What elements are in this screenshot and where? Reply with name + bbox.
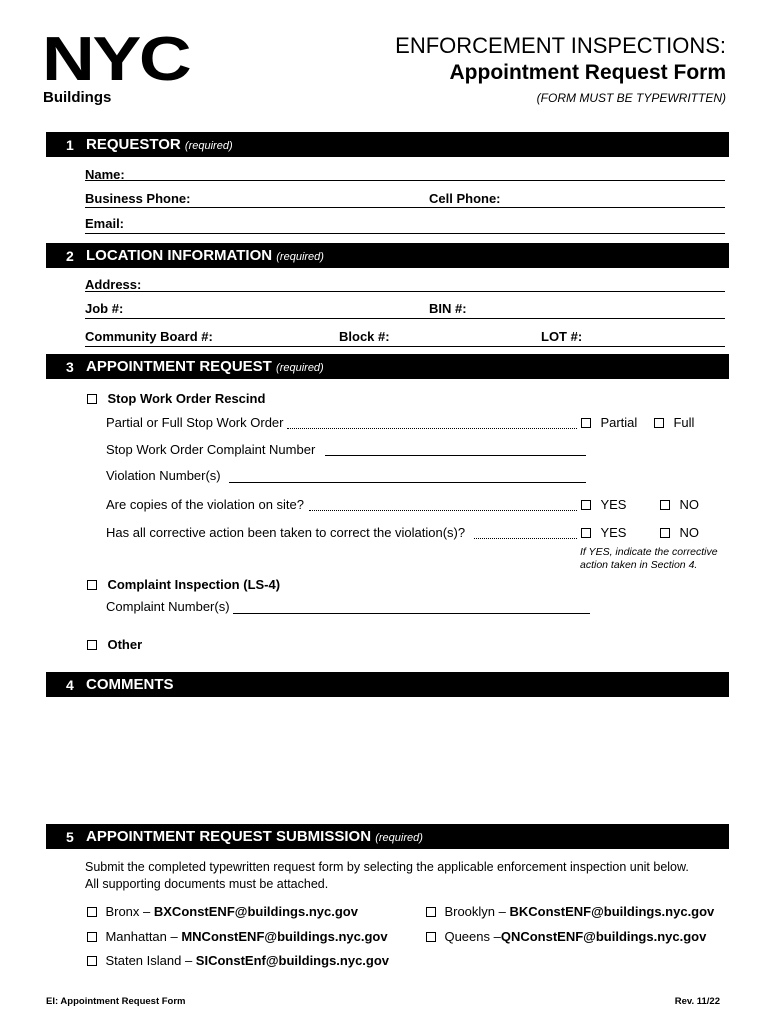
no-label: NO [679,525,699,540]
address-label: Address: [85,277,142,292]
brooklyn-label: Brooklyn – [444,904,510,919]
complaint-inspection-option[interactable] [87,576,280,594]
brooklyn-email[interactable]: BKConstENF@buildings.nyc.gov [509,904,715,919]
board-block-lot-field[interactable] [85,346,725,347]
section-3-header [46,354,729,379]
leader-dots [474,538,577,539]
complaint-numbers-label: Complaint Number(s) [106,599,230,614]
staten-island-email[interactable]: SIConstEnf@buildings.nyc.gov [195,953,390,968]
footer-form-name: EI: Appointment Request Form [46,996,186,1007]
checkbox-icon[interactable] [426,932,436,942]
logo-subtitle: Buildings [43,89,112,106]
form-title-line1: ENFORCEMENT INSPECTIONS: [395,33,726,58]
manhattan-label: Manhattan – [105,929,182,944]
section-title: APPOINTMENT REQUEST SUBMISSION (required) [86,828,423,845]
no-label: NO [679,497,699,512]
other-option[interactable] [87,636,142,654]
yes-label: YES [600,525,627,540]
checkbox-icon[interactable] [87,394,97,404]
section-number: 3 [66,359,74,375]
violation-numbers-label: Violation Number(s) [106,468,221,483]
section-number: 5 [66,829,74,845]
section-number: 4 [66,677,74,693]
queens-email[interactable]: QNConstENF@buildings.nyc.gov [500,929,707,944]
partial-full-question: Partial or Full Stop Work Order [106,415,284,430]
swo-rescind-option[interactable] [87,390,265,408]
business-phone-label: Business Phone: [85,191,191,206]
corrective-question: Has all corrective action been taken to correct the violation(s)? [106,525,466,540]
checkbox-icon[interactable] [660,500,670,510]
partial-option[interactable] [581,414,637,432]
section-5-header [46,824,729,849]
violation-numbers-field[interactable] [229,482,586,483]
email-label: Email: [85,216,125,231]
block-label: Block #: [339,329,390,344]
cell-phone-label: Cell Phone: [429,191,501,206]
bronx-email[interactable]: BXConstENF@buildings.nyc.gov [153,904,358,919]
complaint-inspection-label: Complaint Inspection (LS-4) [107,577,281,592]
checkbox-icon[interactable] [581,500,591,510]
manhattan-email[interactable]: MNConstENF@buildings.nyc.gov [181,929,388,944]
checkbox-icon[interactable] [426,907,436,917]
checkbox-icon[interactable] [87,580,97,590]
section-number: 1 [66,137,74,153]
phone-field[interactable] [85,207,725,208]
manhattan-option[interactable] [87,928,388,946]
comments-area[interactable] [85,702,725,814]
leader-dots [287,428,577,429]
section-1-header [46,132,729,157]
full-label: Full [673,415,695,430]
staten-island-label: Staten Island – [105,953,196,968]
swo-complaint-field[interactable] [325,455,586,456]
submission-instructions-line2: All supporting documents must be attached. [85,877,329,891]
brooklyn-option[interactable] [426,903,714,921]
form-title-line2: Appointment Request Form [449,61,726,84]
checkbox-icon[interactable] [87,640,97,650]
name-label: Name: [85,167,125,182]
section-4-header [46,672,729,697]
bin-number-label: BIN #: [429,301,467,316]
submission-instructions-line1: Submit the completed typewritten request form by selecting the applicable enforcement inspection unit below. [85,860,689,874]
corrective-note: If YES, indicate the corrective action taken in Section 4. [580,546,718,571]
name-field[interactable] [85,180,725,181]
bronx-label: Bronx – [105,904,154,919]
nyc-buildings-logo [42,25,190,108]
section-title: COMMENTS [86,676,174,693]
checkbox-icon[interactable] [654,418,664,428]
section-title: LOCATION INFORMATION (required) [86,247,324,264]
swo-rescind-label: Stop Work Order Rescind [107,391,266,406]
email-field[interactable] [85,233,725,234]
staten-island-option[interactable] [87,952,389,970]
partial-label: Partial [600,415,638,430]
corrective-yes-option[interactable] [581,524,626,542]
other-label: Other [107,637,143,652]
job-bin-field[interactable] [85,318,725,319]
leader-dots [309,510,577,511]
queens-option[interactable] [426,928,706,946]
address-field[interactable] [85,291,725,292]
checkbox-icon[interactable] [581,418,591,428]
copies-no-option[interactable] [660,496,699,514]
complaint-numbers-field[interactable] [233,613,590,614]
section-title: APPOINTMENT REQUEST (required) [86,358,324,375]
swo-complaint-label: Stop Work Order Complaint Number [106,442,316,457]
lot-label: LOT #: [541,329,583,344]
checkbox-icon[interactable] [87,956,97,966]
community-board-label: Community Board #: [85,329,213,344]
checkbox-icon[interactable] [660,528,670,538]
queens-label: Queens – [444,929,501,944]
form-typewritten-note: (FORM MUST BE TYPEWRITTEN) [536,91,726,105]
checkbox-icon[interactable] [87,932,97,942]
corrective-no-option[interactable] [660,524,699,542]
section-number: 2 [66,248,74,264]
yes-label: YES [600,497,627,512]
job-number-label: Job #: [85,301,124,316]
copies-question: Are copies of the violation on site? [106,497,305,512]
logo-mark: NYC [42,25,190,94]
checkbox-icon[interactable] [581,528,591,538]
footer-revision: Rev. 11/22 [674,996,720,1007]
section-2-header [46,243,729,268]
checkbox-icon[interactable] [87,907,97,917]
full-option[interactable] [654,414,694,432]
copies-yes-option[interactable] [581,496,626,514]
section-title: REQUESTOR (required) [86,136,233,153]
bronx-option[interactable] [87,903,358,921]
